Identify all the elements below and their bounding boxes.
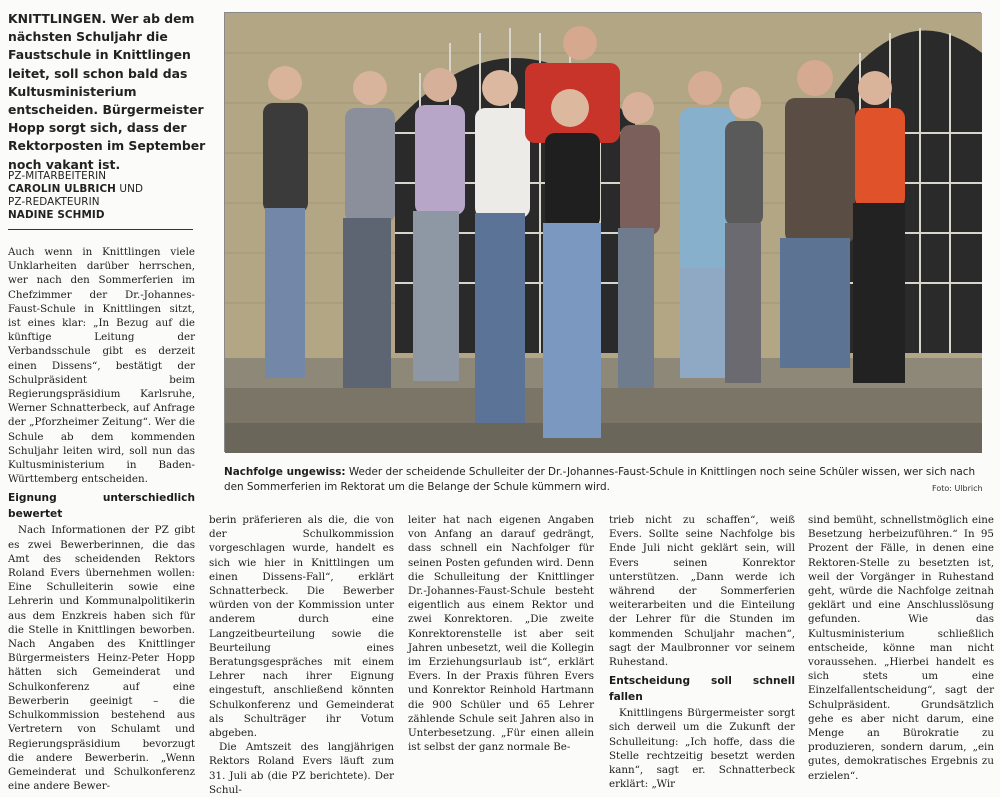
col1-paragraph-2: Nach Informationen der PZ gibt es zwei Bewerberinnen, die das Amt des scheidenden Rektors Roland Evers übernehmen wollen: Eine Schulleiterin sowie eine Lehrerin und Kommunalpolitikerin aus dem Enzkreis haben sich für die Stelle in Knittlingen beworben. Nach Angaben des Knittlinger Bürgermeisters Heinz-Peter Hopp hätten sich Gemeinderat und Schulkonferenz auf eine Bewerberin geeinigt – die Schulkommission bestehend aus Vertretern von Schulamt und Regierungspräsidium bevorzugt die andere Bewerberin. „Wenn Gemeinderat und Schulkonferenz eine andere Bewer- [8,524,195,793]
col2-paragraph-1: berin präferieren als die, die von der Schulkommission vorgeschlagen wurde, handelt es sich wie hier in Knittlingen um einen Dissens-Fall“, erklärt Schnatterbeck. Die Bewerber würden von der Kommission unter anderem durch eine Langzeitbeurteilung sowie die Beurteilung eines Beratungsgespräches mit einem Lehrer nach ihrer Eignung eingestuft, anschließend könnten Schulkonferenz und Gemeinderat als Schulträger ihr Votum abgeben. [209,514,394,740]
author-name-2: NADINE SCHMID [8,209,105,221]
article-photo [224,12,981,452]
article-column-5 [808,513,994,783]
col4-paragraph-2: Knittlingens Bürgermeister sorgt sich derweil um die Zukunft der Schulleitung: „Ich hoffe, dass die Stelle rechtzeitig besetzt werden kann“, sagt er. Schnatterbeck erklärt: „Wir [609,707,795,791]
group-photo-illustration [225,13,982,453]
photo-credit: Foto: Ulbrich [932,484,983,493]
col3-paragraph-1: leiter hat nach eigenen Angaben von Anfang an darauf gedrängt, dass schnell ein Nachfolger für seinen Posten gefunden wird. Denn die Schulleitung der Knittlinger Dr.-Johannes-Faust-Schule besteht eigentlich aus einem Rektor und zwei Konrektoren. „Die zweite Konrektorenstelle ist aber seit Jahren unbesetzt, weil die Kollegin im Erziehungsurlaub ist“, erklärt Evers. In der Praxis führen Evers und Konrektor Reinhold Hartmann die 900 Schüler und 65 Lehrer zählende Schule seit Jahren also in Unterbesetzung. „Für einen allein ist selbst der ganz normale Be- [408,514,594,754]
author-and: UND [115,183,144,195]
author-role-2: PZ-REDAKTEURIN [8,196,100,208]
author-role-1: PZ-MITARBEITERIN [8,170,107,182]
author-name-1: CAROLIN ULBRICH [8,183,116,195]
lead-kicker: KNITTLINGEN. [8,11,107,26]
photo-caption [224,465,984,495]
caption-title: Nachfolge ungewiss: [224,466,346,478]
lead-text: Wer ab dem nächsten Schuljahr die Faustschule in Knittlingen leitet, soll schon bald das Kultusministerium entscheiden. Bürgermeister Hopp sorgt sich, dass der Rektorposten im September noch vakant ist. [8,11,206,172]
col1-paragraph-1: Auch wenn in Knittlingen viele Unklarheiten darüber herrschen, wer nach den Sommerferien im Chefzimmer der Dr.-Johannes-Faust-Schule in Knittlingen sitzt, ist eines klar: „In Bezug auf die künftige Leitung der Verbandsschule gibt es derzeit einen Dissens“, bestätigt der Schulpräsident beim Regierungspräsidium Karlsruhe, Werner Schnatterbeck, auf Anfrage der „Pforzheimer Zeitung“. Wer die Schule ab dem kommenden Schuljahr leiten wird, soll nun das Kultusministerium in Baden-Württemberg entscheiden. [8,246,195,486]
lead-paragraph [8,10,208,174]
author-line [8,170,208,222]
subheading-eignung: Eignung unterschiedlich bewertet [8,492,195,521]
caption-text: Weder der scheidende Schulleiter der Dr.-Johannes-Faust-Schule in Knittlingen noch seine Schüler wissen, wer sich nach den Sommerferien im Rektorat um die Belange der Schule kümmern wird. [224,466,976,493]
article-column-1 [8,245,195,793]
col5-paragraph-1: sind bemüht, schnellstmöglich eine Besetzung herbeizuführen.“ In 95 Prozent der Fälle, in denen eine Rektoren-Stelle zu besetzten ist, weil der Vorgänger in Ruhestand geht, würde die Nachfolge zeitnah geklärt und eine Anschlusslösung gefunden. Wie das Kultusministerium schließlich entscheide, könne man nicht voraussehen. „Hierbei handelt es sich stets um eine Einzelfallentscheidung“, sagt der Schulpräsident. Grundsätzlich gehe es aber nicht darum, eine Menge an Bürokratie zu produzieren, sondern darum, „ein gutes, demokratisches Ergebnis zu erzielen“. [808,514,994,782]
author-divider [8,229,193,230]
col2-paragraph-2: Die Amtszeit des langjährigen Rektors Roland Evers läuft zum 31. Juli ab (die PZ berichtete). Der Schul- [209,741,394,796]
subheading-entscheidung: Entscheidung soll schnell fallen [609,675,795,704]
col4-paragraph-1: trieb nicht zu schaffen“, weiß Evers. Sollte seine Nachfolge bis Ende Juli nicht geklärt sein, will Evers seinen Konrektor unterstützen. „Dann werde ich während der Sommerferien weiterarbeiten und die Einteilung der Lehrer für die Stunden im kommenden Schuljahr machen“, sagt der Maulbronner vor seinem Ruhestand. [609,514,795,669]
article-column-2 [209,513,394,797]
article-column-4 [609,513,795,791]
article-column-3 [408,513,594,754]
